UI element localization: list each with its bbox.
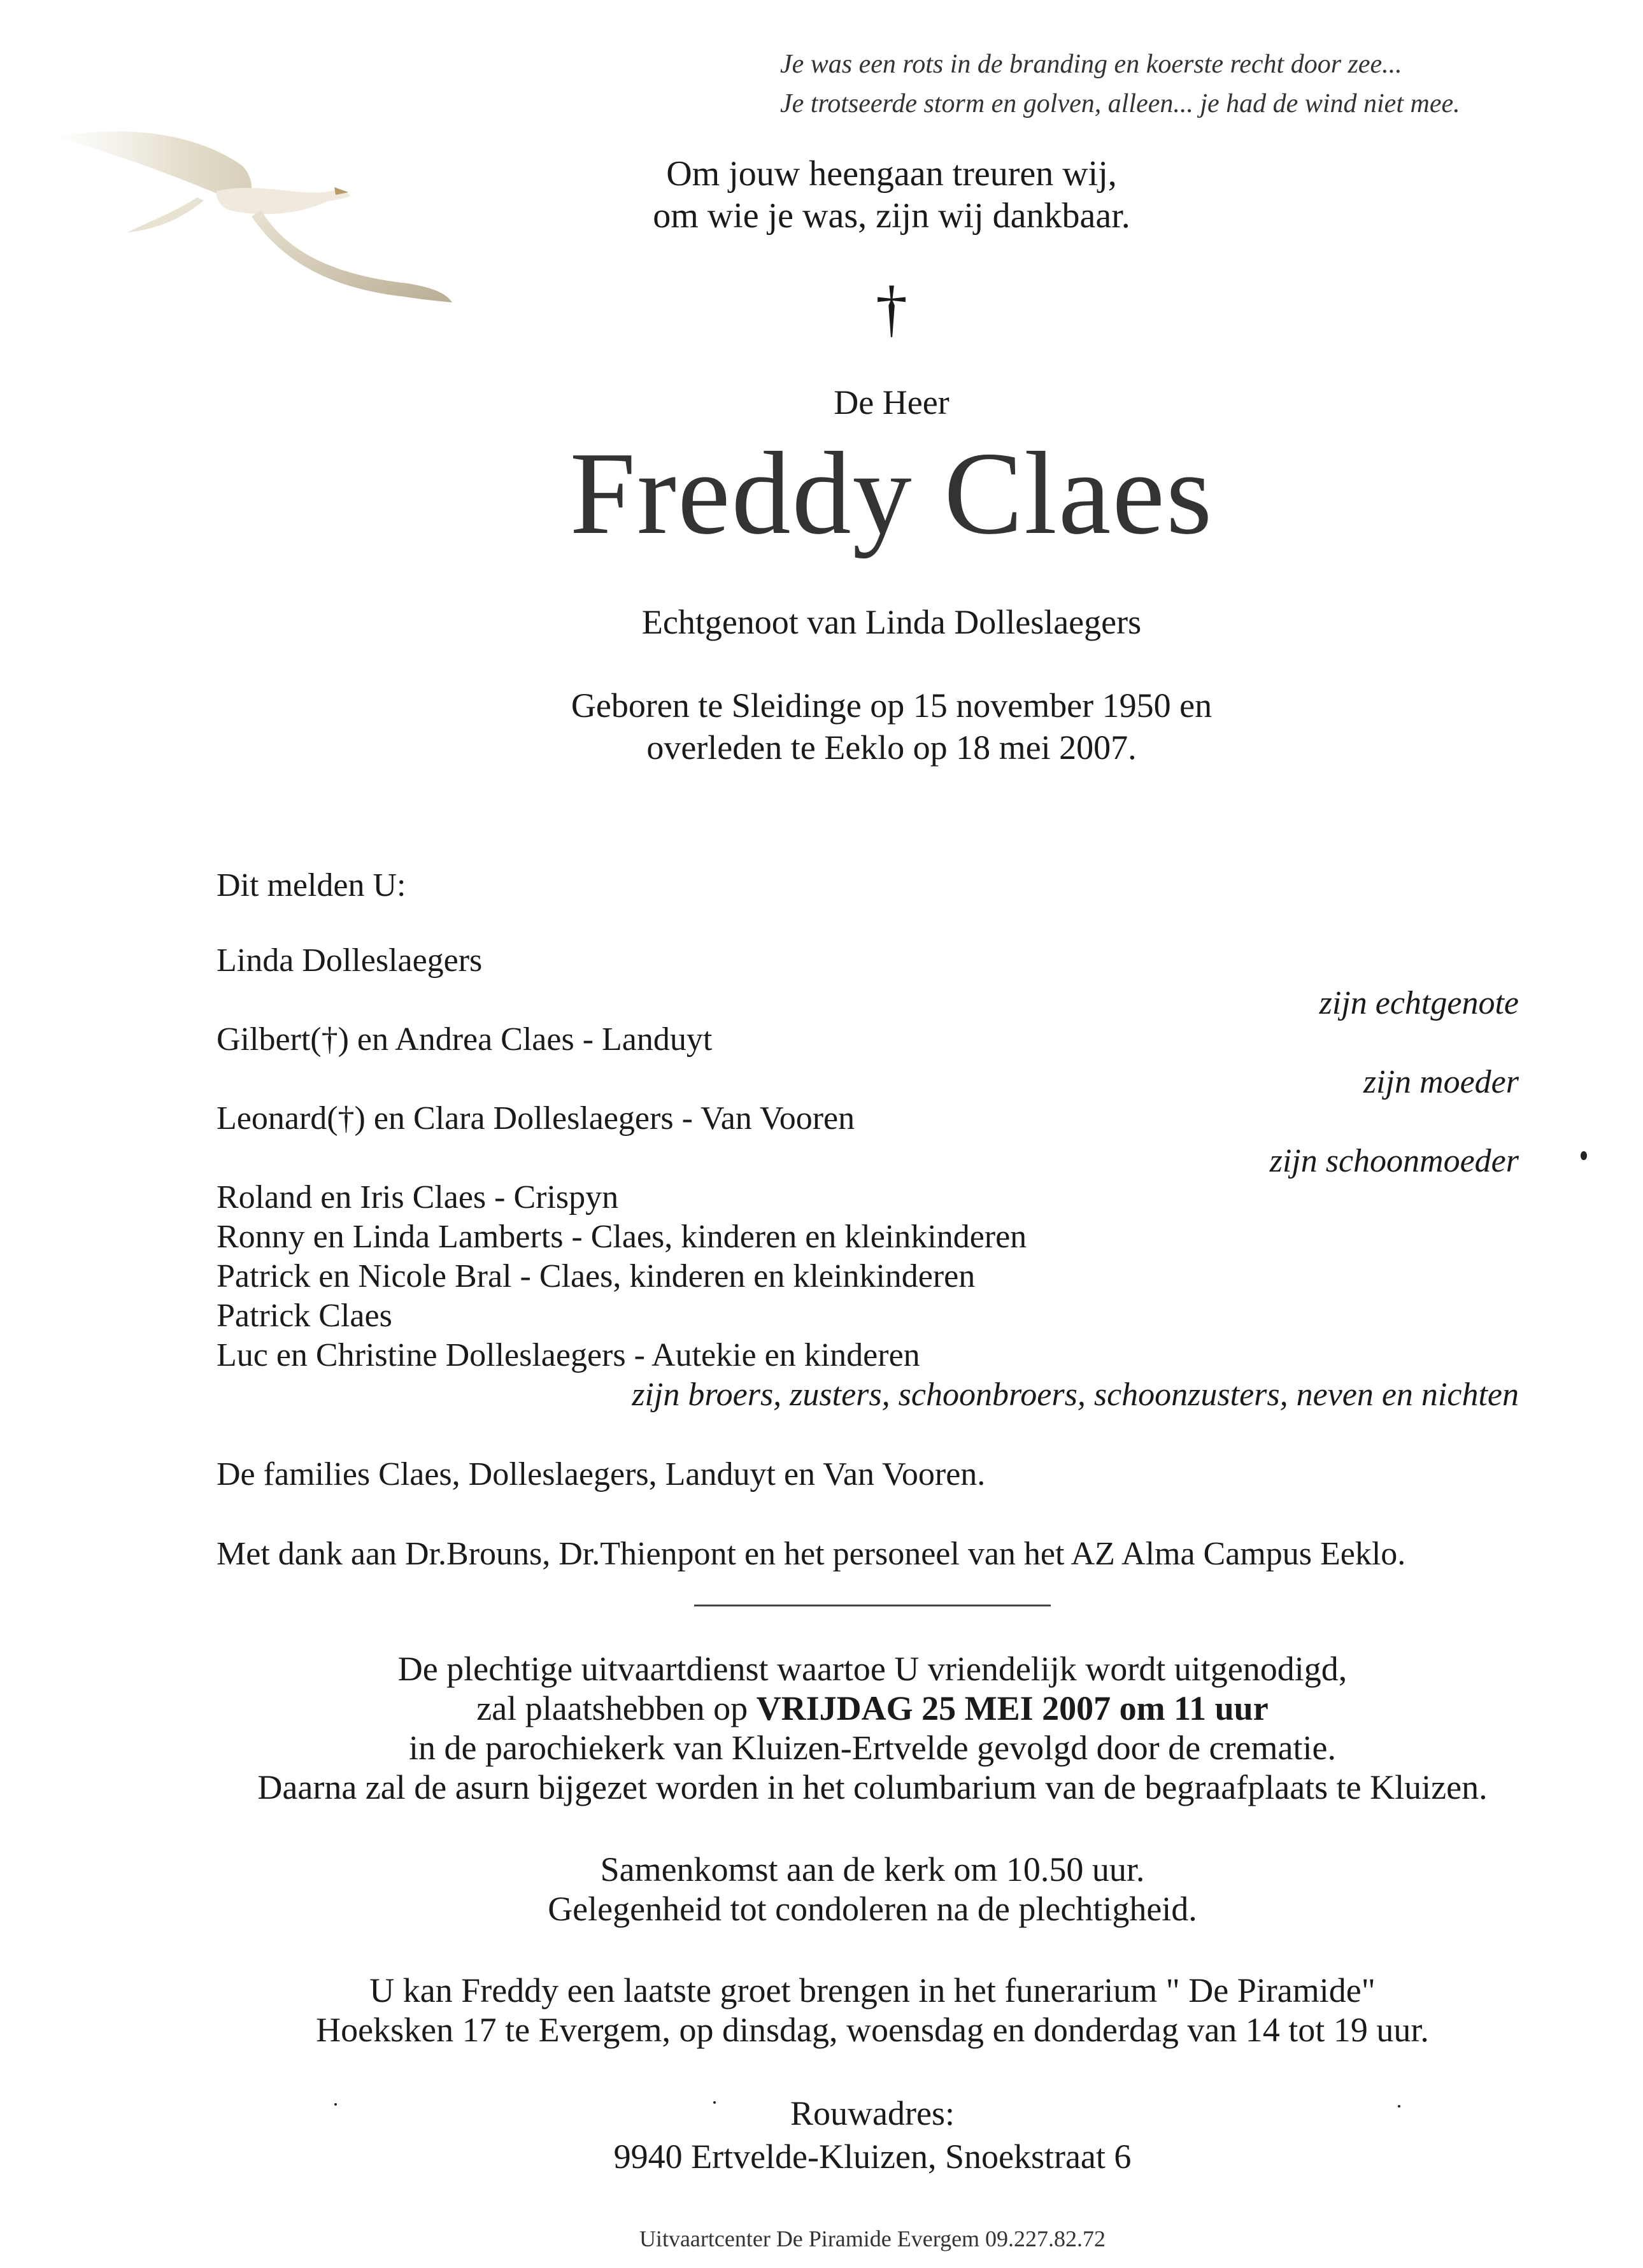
thanks-line: Met dank aan Dr.Brouns, Dr.Thienpont en het personeel van het AZ Alma Campus Eeklo.	[217, 1536, 1406, 1572]
sibling-item: Ronny en Linda Lamberts - Claes, kinderen en kleinkinderen	[217, 1219, 1027, 1255]
separator-line	[694, 1605, 1051, 1606]
spouse-line: Echtgenoot van Linda Dolleslaegers	[641, 603, 1142, 641]
relation-siblings: zijn broers, zusters, schoonbroers, schoonzusters, neven en nichten	[632, 1377, 1519, 1413]
cross-icon: †	[876, 273, 907, 344]
announcer-parents: Gilbert(†) en Andrea Claes - Landuyt	[217, 1021, 713, 1058]
announcer-inlaws: Leonard(†) en Clara Dolleslaegers - Van Vooren	[217, 1100, 855, 1137]
ceremony-date: VRIJDAG 25 MEI 2007 om 11 uur	[756, 1689, 1269, 1727]
seagull-icon	[51, 121, 459, 312]
address-label: Rouwadres:	[790, 2094, 955, 2132]
sibling-list	[217, 1178, 1027, 1375]
ceremony-prefix: zal plaatshebben op	[476, 1689, 757, 1727]
opening-line-1: Om jouw heengaan treuren wij,	[666, 154, 1117, 194]
families-line: De families Claes, Dolleslaegers, Landuyt en Van Vooren.	[217, 1456, 986, 1492]
relation-parents: zijn moeder	[1363, 1064, 1519, 1100]
birth-death-dates	[446, 684, 1337, 769]
opening-line-2: om wie je was, zijn wij dankbaar.	[653, 196, 1130, 236]
scan-speck	[334, 2103, 337, 2106]
announcer-spouse: Linda Dolleslaegers	[217, 942, 483, 979]
announcement-intro: Dit melden U:	[217, 867, 406, 904]
visitation-info	[191, 1971, 1554, 2050]
ceremony-line-2	[127, 1689, 1618, 1728]
poem-line-2: Je trotseerde storm en golven, alleen... je had de wind niet mee.	[780, 89, 1460, 118]
death-line: overleden te Eeklo op 18 mei 2007.	[646, 728, 1137, 767]
relation-inlaws: zijn schoonmoeder	[1269, 1143, 1519, 1179]
scan-speck	[1581, 1151, 1587, 1160]
mourning-address	[509, 2092, 1235, 2178]
scan-speck	[713, 2101, 716, 2104]
ceremony-details	[127, 1649, 1618, 1807]
ceremony-line-3: in de parochiekerk van Kluizen-Ertvelde gevolgd door de crematie.	[409, 1729, 1336, 1767]
birth-line: Geboren te Sleidinge op 15 november 1950 en	[571, 686, 1213, 725]
opening-text	[573, 153, 1210, 237]
sibling-item: Roland en Iris Claes - Crispyn	[217, 1179, 619, 1216]
sibling-item: Patrick Claes	[217, 1298, 392, 1334]
sibling-item: Luc en Christine Dolleslaegers - Autekie en kinderen	[217, 1337, 920, 1373]
gathering-line-2: Gelegenheid tot condoleren na de plechtigheid.	[548, 1890, 1197, 1928]
gathering-info	[382, 1850, 1363, 1929]
sibling-item: Patrick en Nicole Bral - Claes, kinderen en kleinkinderen	[217, 1258, 976, 1294]
relation-spouse: zijn echtgenote	[1319, 985, 1519, 1021]
poem-line-1: Je was een rots in de branding en koerste recht door zee...	[780, 50, 1402, 79]
visitation-line-1: U kan Freddy een laatste groet brengen in het funerarium " De Piramide"	[369, 1971, 1376, 2009]
honorific: De Heer	[834, 383, 950, 422]
gathering-line-1: Samenkomst aan de kerk om 10.50 uur.	[600, 1850, 1145, 1889]
deceased-name: Freddy Claes	[569, 428, 1214, 559]
ceremony-line-4: Daarna zal de asurn bijgezet worden in het columbarium van de begraafplaats te Kluizen.	[257, 1768, 1488, 1806]
ceremony-line-1: De plechtige uitvaartdienst waartoe U vriendelijk wordt uitgenodigd,	[397, 1650, 1348, 1688]
funeral-home-footer: Uitvaartcenter De Piramide Evergem 09.227.82.72	[639, 2226, 1106, 2251]
scan-speck	[1398, 2105, 1400, 2108]
address-value: 9940 Ertvelde-Kluizen, Snoekstraat 6	[613, 2137, 1132, 2176]
visitation-line-2: Hoeksken 17 te Evergem, op dinsdag, woensdag en donderdag van 14 tot 19 uur.	[316, 2011, 1429, 2049]
poem	[780, 45, 1583, 124]
